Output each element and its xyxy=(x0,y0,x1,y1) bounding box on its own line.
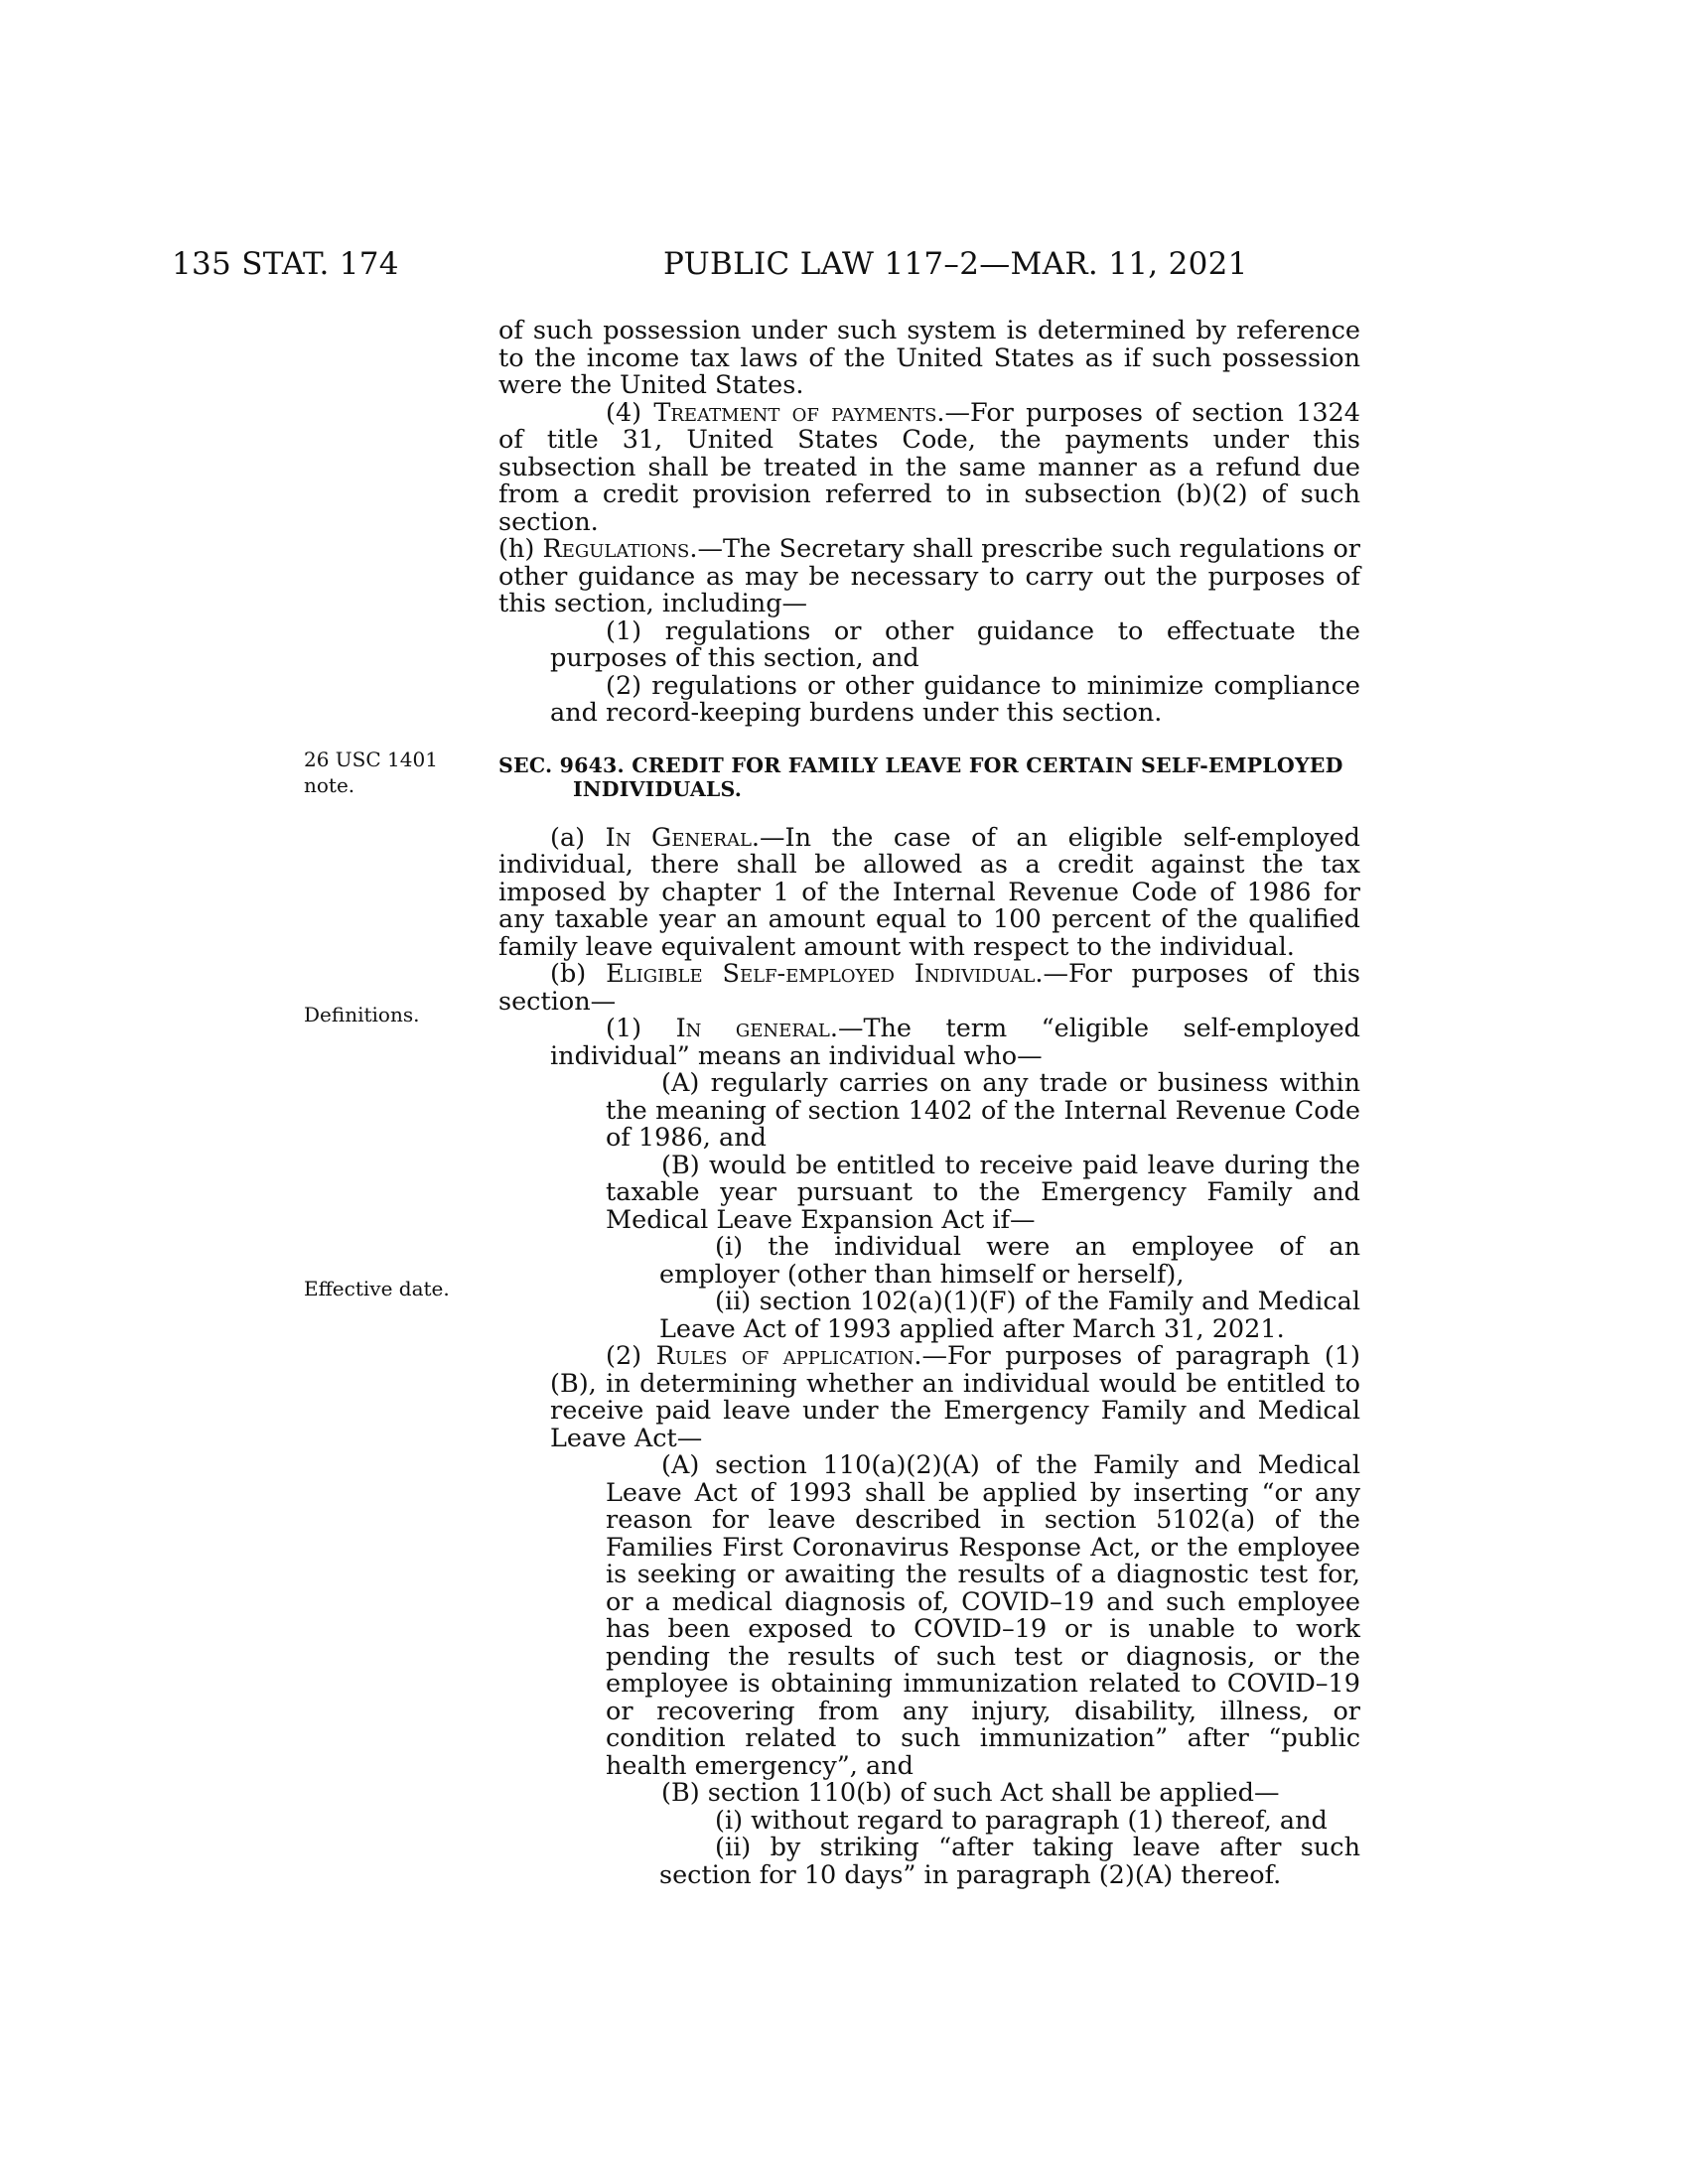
paragraph-b2b-ii: (ii) by striking “after taking leave after such section for 10 days” in paragraph (2)(A) thereof. xyxy=(659,1833,1360,1890)
paragraph-b2b: (B) section 110(b) of such Act shall be applied— xyxy=(661,1778,1280,1808)
paragraph-continuation: of such possession under such system is determined by reference to the income tax laws of the United States as if such possession were the United States. xyxy=(498,316,1360,400)
paragraph-a: (a) In General.—In the case of an eligible self-employed individual, there shall be allowed as a credit against the tax imposed by chapter 1 of the Internal Revenue Code of 1986 for any taxable year an amount equal to 100 percent of the qualified family leave equivalent amount with respect to the individual. xyxy=(498,822,1360,962)
margin-note-definitions: Definitions. xyxy=(304,1003,420,1026)
page-header xyxy=(0,246,1688,286)
paragraph-b2b-i: (i) without regard to paragraph (1) thereof, and xyxy=(715,1805,1328,1836)
section-heading: SEC. 9643. CREDIT FOR FAMILY LEAVE FOR CERTAIN SELF-EMPLOYED INDIVIDUALS. xyxy=(498,752,1343,801)
margin-note-usc: 26 USC 1401 note. xyxy=(304,748,438,797)
paragraph-h1: (1) regulations or other guidance to effectuate the purposes of this section, and xyxy=(550,615,1360,673)
paragraph-g4: (4) Treatment of payments.—For purposes of section 1324 of title 31, United States Code, the payments under this subsection shall be treated in the same manner as a refund due from a credit provision referred to in subsection (b)(2) of such section. xyxy=(498,397,1360,537)
paragraph-b2: (2) Rules of application.—For purposes of paragraph (1)(B), in determining whether an individual would be entitled to receive paid leave under the Emergency Family and Medical Leave Act— xyxy=(550,1341,1360,1453)
paragraph-b1b-ii: (ii) section 102(a)(1)(F) of the Family and Medical Leave Act of 1993 applied after March 31, 2021. xyxy=(659,1287,1360,1344)
paragraph-b: (b) Eligible Self-employed Individual.—For purposes of this section— xyxy=(498,959,1360,1017)
paragraph-h: (h) Regulations.—The Secretary shall prescribe such regulations or other guidance as may be necessary to carry out the purposes of this section, including— xyxy=(498,534,1360,618)
paragraph-b1a: (A) regularly carries on any trade or business within the meaning of section 1402 of the Internal Revenue Code of 1986, and xyxy=(606,1068,1360,1153)
document-body xyxy=(498,318,1360,1889)
paragraph-b2a: (A) section 110(a)(2)(A) of the Family and Medical Leave Act of 1993 shall be applied by inserting “or any reason for leave described in section 5102(a) of the Families First Coronavirus Response Act, or the employee is seeking or awaiting the results of a diagnostic test for, or a medical diagnosis of, COVID–19 and such employee has been exposed to COVID–19 or is unable to work pending the results of such test or diagnosis, or the employee is obtaining immunization related to COVID–19 or recovering from any injury, disability, illness, or condition related to such immunization” after “public health emergency”, and xyxy=(606,1450,1360,1781)
paragraph-b1b: (B) would be entitled to receive paid leave during the taxable year pursuant to the Emergency Family and Medical Leave Expansion Act if— xyxy=(606,1150,1360,1235)
paragraph-b1b-i: (i) the individual were an employee of an employer (other than himself or herself), xyxy=(659,1232,1360,1290)
paragraph-b1: (1) In general.—The term “eligible self-employed individual” means an individual who— xyxy=(550,1014,1360,1071)
margin-note-effective-date: Effective date. xyxy=(304,1277,450,1300)
public-law-title: PUBLIC LAW 117–2—MAR. 11, 2021 xyxy=(663,246,1248,282)
statute-page-number: 135 STAT. 174 xyxy=(172,246,399,282)
paragraph-h2: (2) regulations or other guidance to minimize compliance and record-keeping burdens under this section. xyxy=(550,670,1360,728)
